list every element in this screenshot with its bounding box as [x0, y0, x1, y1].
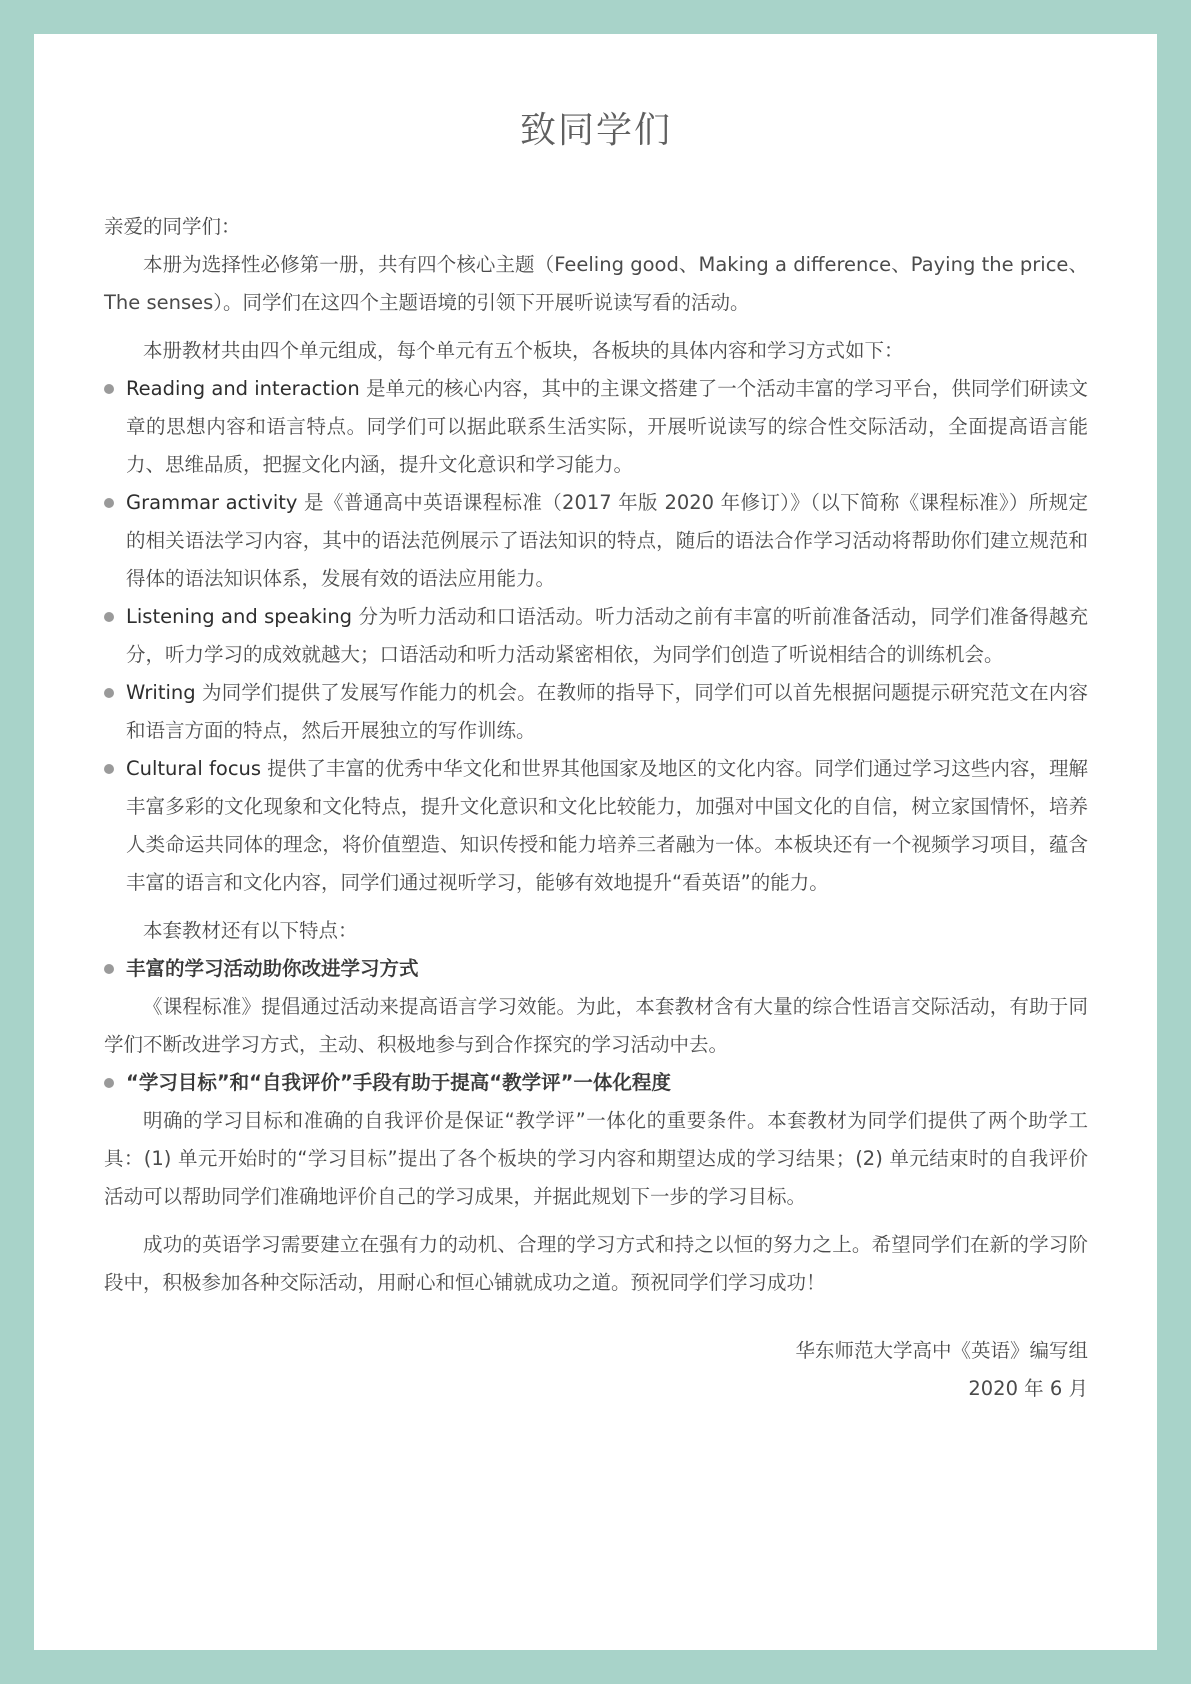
bullet-dot-icon [104, 764, 114, 774]
section-term: Grammar activity [126, 491, 298, 514]
intro-paragraph: 本册为选择性必修第一册，共有四个核心主题（Feeling good、Making a difference、Paying the price、The senses）。同学们在这四个主题语境的引领下开展听说读写看的活动。 [104, 253, 1088, 314]
section-item-writing [104, 674, 1088, 750]
salutation: 亲爱的同学们： [104, 215, 241, 238]
section-text: 是《普通高中英语课程标准（2017 年版 2020 年修订）》（以下简称《课程标准》）所规定的相关语法学习内容，其中的语法范例展示了语法知识的特点，随后的语法合作学习活动将帮助你们建立规范和得体的语法知识体系，发展有效的语法应用能力。 [126, 491, 1088, 590]
section-item-grammar [104, 484, 1088, 598]
section-item-reading [104, 370, 1088, 484]
feature-paragraph: 《课程标准》提倡通过活动来提高语言学习效能。为此，本套教材含有大量的综合性语言交际活动，有助于同学们不断改进学习方式，主动、积极地参与到合作探究的学习活动中去。 [104, 995, 1088, 1056]
letter-content [104, 34, 1088, 1408]
bullet-dot-icon [104, 612, 114, 622]
bullet-dot-icon [104, 384, 114, 394]
features-intro-paragraph: 本套教材还有以下特点： [143, 919, 358, 942]
page-title: 致同学们 [519, 110, 672, 151]
section-text: 为同学们提供了发展写作能力的机会。在教师的指导下，同学们可以首先根据问题提示研究范文在内容和语言方面的特点，然后开展独立的写作训练。 [126, 681, 1088, 742]
section-text: 提供了丰富的优秀中华文化和世界其他国家及地区的文化内容。同学们通过学习这些内容，理解丰富多彩的文化现象和文化特点，提升文化意识和文化比较能力，加强对中国文化的自信，树立家国情怀，培养人类命运共同体的理念，将价值塑造、知识传授和能力培养三者融为一体。本板块还有一个视频学习项目，蕴含丰富的语言和文化内容，同学们通过视听学习，能够有效地提升“看英语”的能力。 [126, 757, 1089, 894]
section-term: Cultural focus [126, 757, 262, 780]
bullet-dot-icon [104, 964, 114, 974]
closing-paragraph: 成功的英语学习需要建立在强有力的动机、合理的学习方式和持之以恒的努力之上。希望同学们在新的学习阶段中，积极参加各种交际活动，用耐心和恒心铺就成功之道。预祝同学们学习成功！ [104, 1233, 1088, 1294]
signature-date: 2020 年 6 月 [968, 1377, 1088, 1400]
page [34, 34, 1157, 1650]
section-item-cultural [104, 750, 1088, 902]
section-term: Writing [126, 681, 196, 704]
section-item-listening [104, 598, 1088, 674]
section-term: Reading and interaction [126, 377, 360, 400]
feature-heading [104, 950, 1088, 988]
section-text: 是单元的核心内容，其中的主课文搭建了一个活动丰富的学习平台，供同学们研读文章的思想内容和语言特点。同学们可以据此联系生活实际，开展听说读写的综合性交际活动，全面提高语言能力、思维品质，把握文化内涵，提升文化意识和学习能力。 [126, 377, 1088, 476]
section-list [104, 370, 1088, 902]
section-text: 分为听力活动和口语活动。听力活动之前有丰富的听前准备活动，同学们准备得越充分，听力学习的成效就越大；口语活动和听力活动紧密相依，为同学们创造了听说相结合的训练机会。 [126, 605, 1088, 666]
feature-heading-text: 丰富的学习活动助你改进学习方式 [126, 957, 419, 980]
bullet-dot-icon [104, 498, 114, 508]
bullet-dot-icon [104, 688, 114, 698]
section-term: Listening and speaking [126, 605, 353, 628]
feature-heading [104, 1064, 1088, 1102]
feature-paragraph: 明确的学习目标和准确的自我评价是保证“教学评”一体化的重要条件。本套教材为同学们提供了两个助学工具：(1) 单元开始时的“学习目标”提出了各个板块的学习内容和期望达成的学习结果；(2) 单元结束时的自我评价活动可以帮助同学们准确地评价自己的学习成果，并据此规划下一步的学习目标。 [104, 1109, 1088, 1208]
feature-heading-text: “学习目标”和“自我评价”手段有助于提高“教学评”一体化程度 [126, 1071, 671, 1094]
bullet-dot-icon [104, 1078, 114, 1088]
signature-org: 华东师范大学高中《英语》编写组 [795, 1339, 1088, 1362]
units-intro-paragraph: 本册教材共由四个单元组成，每个单元有五个板块，各板块的具体内容和学习方式如下： [143, 339, 904, 362]
